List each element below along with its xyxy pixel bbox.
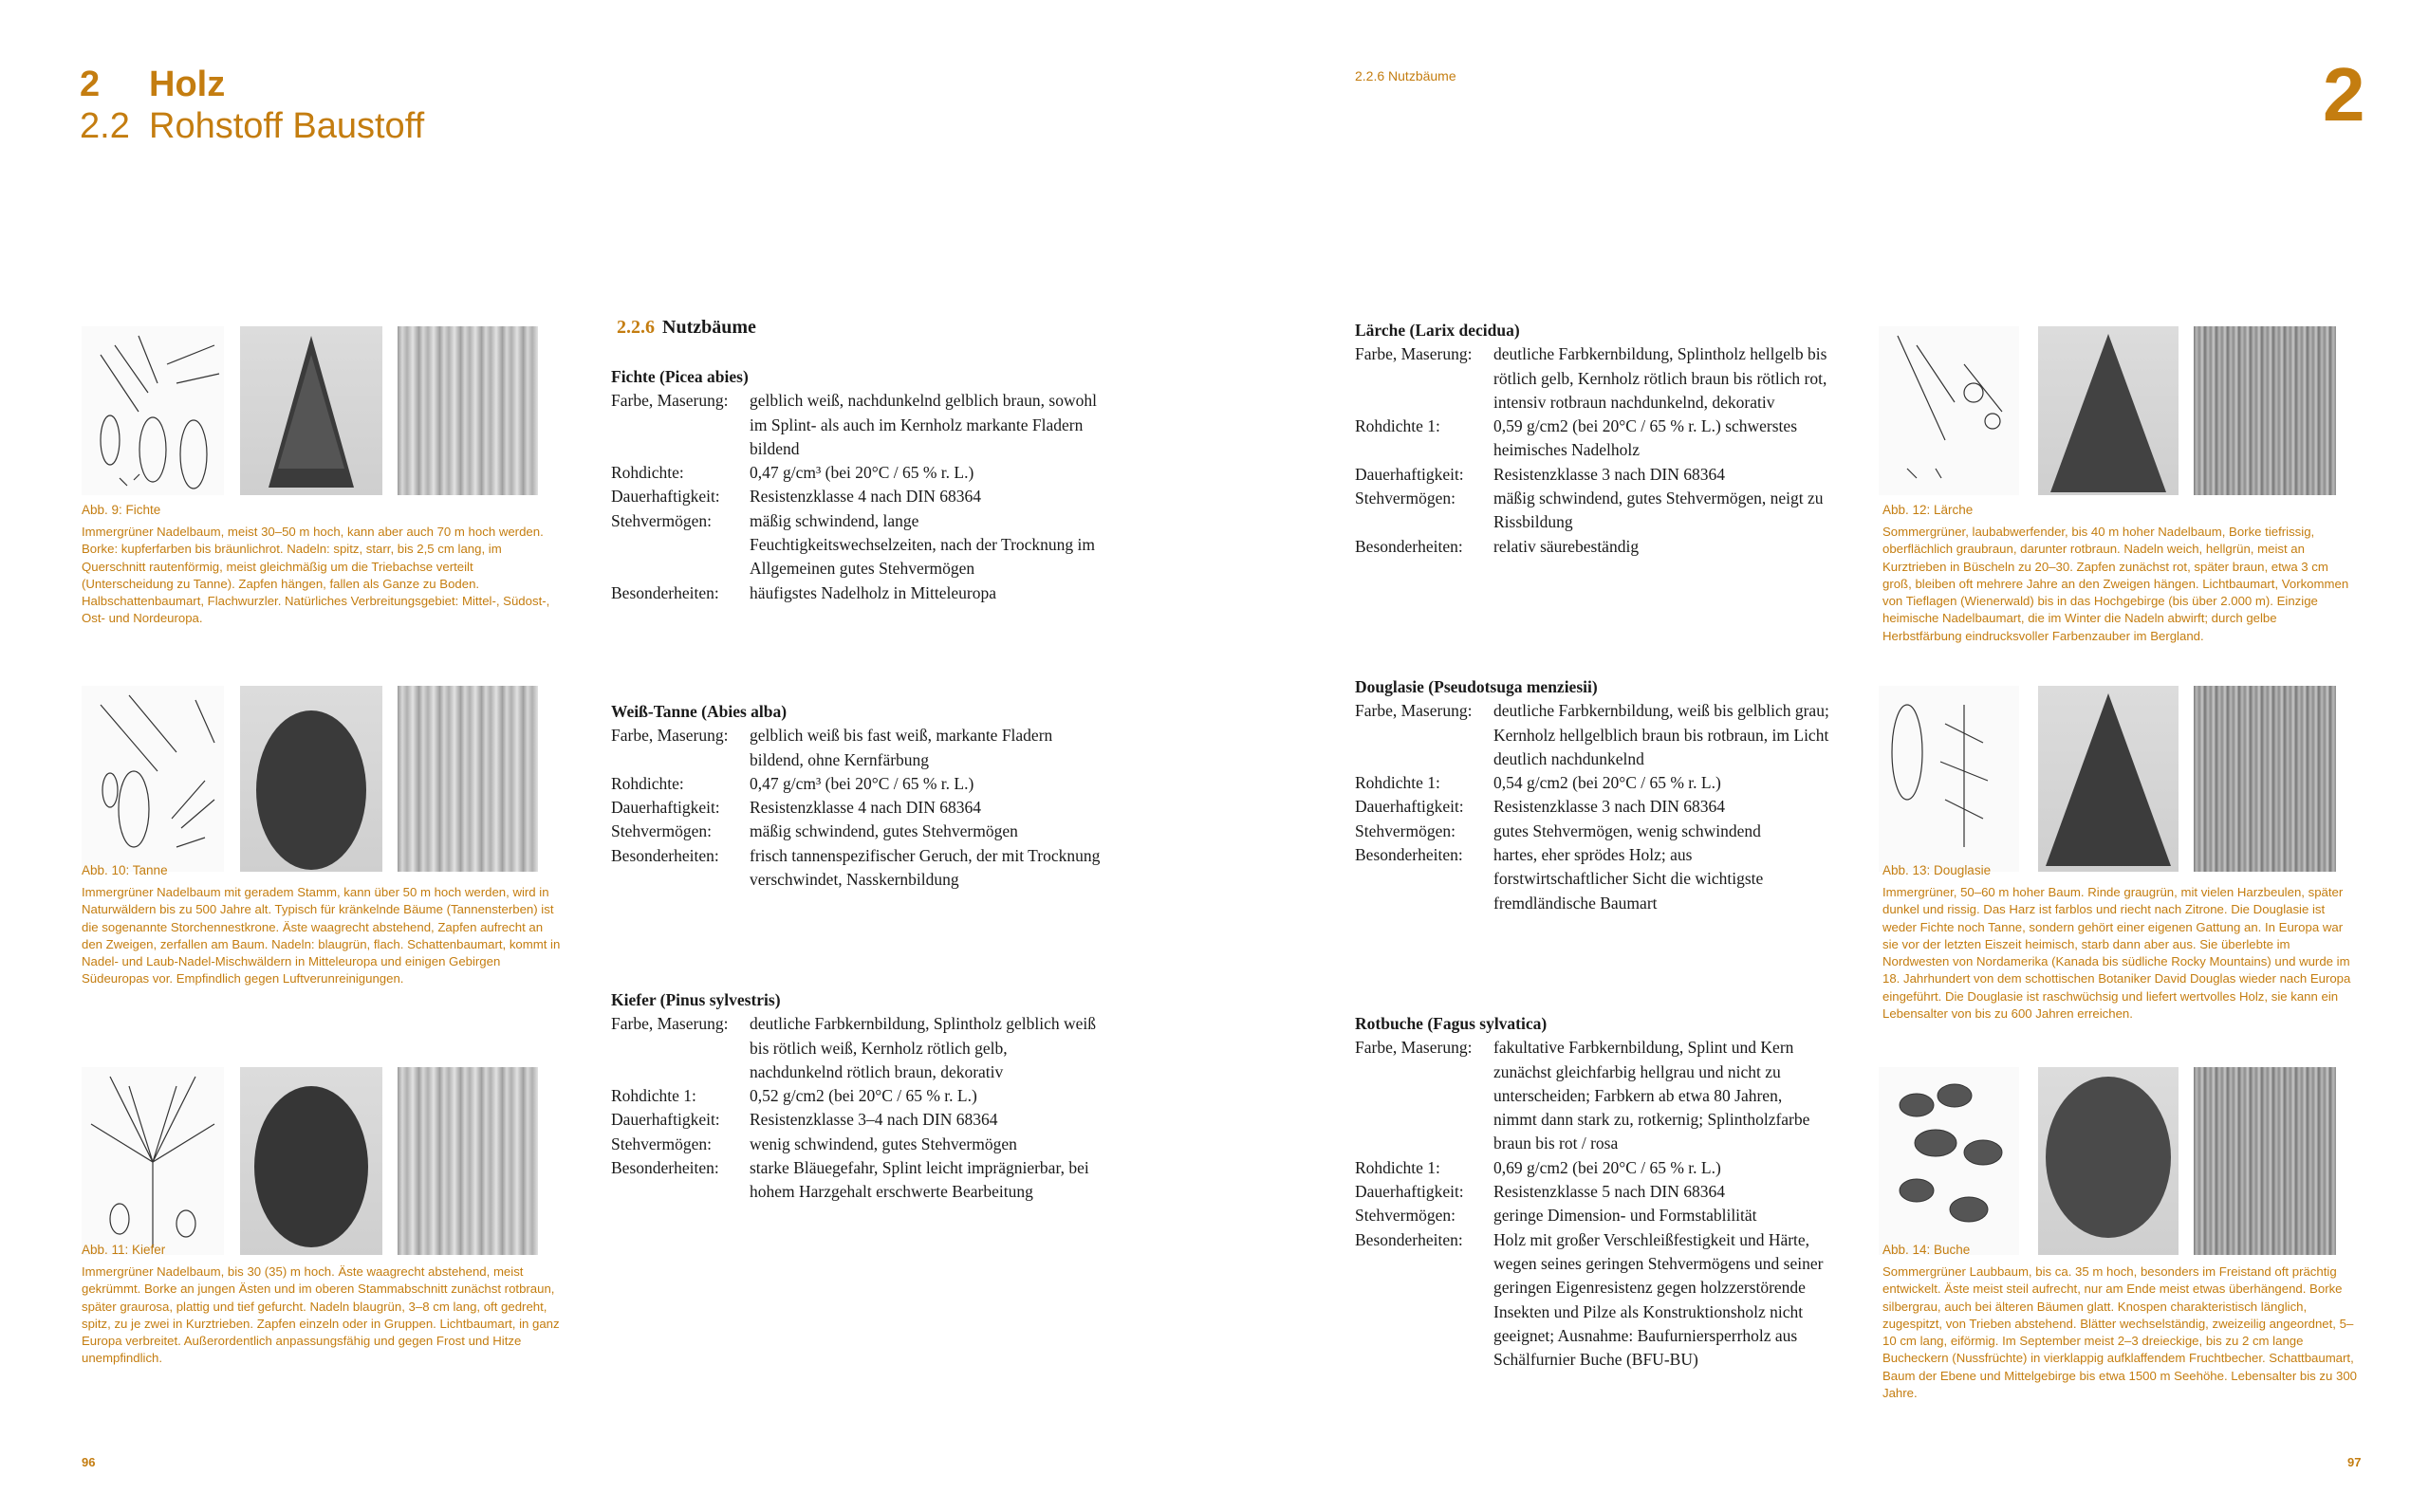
- property-value: relativ säurebeständig: [1493, 536, 1640, 556]
- property-key: Dauerhaftigkeit:: [611, 487, 720, 507]
- property-key: Besonderheiten:: [611, 582, 719, 602]
- laerche-botanical-illustration: [1879, 326, 2019, 495]
- property-row: [611, 820, 1104, 843]
- property-row: [611, 1012, 1104, 1084]
- douglasie-tree-photo: [2038, 686, 2179, 872]
- property-key: Farbe, Maserung:: [1355, 344, 1473, 364]
- property-key: Besonderheiten:: [1355, 1229, 1463, 1249]
- property-row: [611, 772, 1104, 796]
- property-value: Resistenzklasse 3 nach DIN 68364: [1493, 464, 1725, 484]
- property-key: Stehvermögen:: [1355, 1206, 1456, 1226]
- property-value: 0,54 g/cm2 (bei 20°C / 65 % r. L.): [1493, 773, 1721, 793]
- figure-label: Abb. 11: Kiefer: [82, 1243, 166, 1257]
- wood-entry: [1355, 675, 1829, 915]
- property-row: [611, 1084, 1104, 1108]
- property-value: gutes Stehvermögen, wenig schwindend: [1493, 821, 1761, 840]
- wood-entry-title: Douglasie (Pseudotsuga menziesii): [1355, 677, 1598, 696]
- figure-label: Abb. 13: Douglasie: [1882, 863, 1992, 877]
- property-value: Resistenzklasse 3 nach DIN 68364: [1493, 797, 1725, 817]
- property-row: [1355, 699, 1829, 771]
- property-row: [1355, 342, 1829, 415]
- property-value: 0,47 g/cm³ (bei 20°C / 65 % r. L.): [750, 463, 974, 483]
- property-row: [1355, 535, 1829, 559]
- property-key: Besonderheiten:: [1355, 845, 1463, 865]
- figure-caption: Immergrüner Nadelbaum, bis 30 (35) m hoch. Äste waagrecht abstehend, meist gekrümmt. Borke an jungen Ästen und im oberen Stammabschnitt zunächst rotbraun, später graurosa, plattig und tief gefurcht. Nadeln blaugrün, 3–8 cm lang, oft gedreht, spitz, zu je zwei in Kurztrieben. Zapfen einzeln oder in Gruppen. Lichtbaumart, in ganz Europa verbreitet. Außerordentlich anpassungsfähig und gegen Frost und Hitze unempfindlich.: [82, 1264, 560, 1366]
- figure-label: Abb. 9: Fichte: [82, 503, 161, 517]
- property-key: Dauerhaftigkeit:: [611, 1110, 720, 1130]
- property-key: Rohdichte 1:: [1355, 773, 1440, 793]
- wood-properties-table: [611, 724, 1104, 892]
- chapter-title: Holz: [149, 65, 226, 104]
- fichte-botanical-illustration: [82, 326, 224, 495]
- running-head: 2.2.6 Nutzbäume: [1355, 68, 1456, 83]
- page-number-right: 97: [2347, 1455, 2362, 1469]
- wood-entry-title: Weiß-Tanne (Abies alba): [611, 702, 788, 721]
- wood-entry: [1355, 319, 1829, 559]
- property-key: Dauerhaftigkeit:: [1355, 1182, 1464, 1202]
- figure-label: Abb. 10: Tanne: [82, 863, 168, 877]
- property-row: [611, 1156, 1104, 1205]
- subsection-title: Nutzbäume: [662, 317, 756, 338]
- property-key: Stehvermögen:: [1355, 489, 1456, 508]
- property-value: frisch tannenspezifischer Geruch, der mit Trocknung verschwindet, Nasskernbildung: [750, 845, 1101, 890]
- wood-properties-table: [1355, 342, 1829, 559]
- wood-properties-table: [1355, 1036, 1829, 1372]
- property-row: [611, 581, 1104, 605]
- wood-entry: [611, 988, 1104, 1205]
- property-key: Dauerhaftigkeit:: [611, 798, 720, 818]
- douglasie-botanical-illustration: [1879, 686, 2019, 872]
- property-row: [1355, 415, 1829, 463]
- property-value: deutliche Farbkernbildung, Splintholz gelblich weiß bis rötlich weiß, Kernholz rötlich gelb, nachdunkelnd rötlich braun, dekorativ: [750, 1014, 1096, 1081]
- property-row: [611, 1133, 1104, 1156]
- figure-label: Abb. 14: Buche: [1882, 1243, 1971, 1257]
- property-row: [1355, 1036, 1829, 1155]
- subsection-number: 2.2.6: [617, 317, 655, 338]
- property-value: deutliche Farbkernbildung, Splintholz hellgelb bis rötlich gelb, Kernholz rötlich braun bis rötlich rot, intensiv rotbraun nachdunkelnd, dekorativ: [1493, 344, 1827, 412]
- wood-entry-title: Rotbuche (Fagus sylvatica): [1355, 1014, 1548, 1033]
- property-row: [1355, 1180, 1829, 1204]
- property-key: Farbe, Maserung:: [611, 1014, 729, 1034]
- property-value: 0,69 g/cm2 (bei 20°C / 65 % r. L.): [1493, 1157, 1721, 1177]
- property-value: 0,52 g/cm2 (bei 20°C / 65 % r. L.): [750, 1086, 977, 1106]
- figure-caption: Immergrüner Nadelbaum mit geradem Stamm, kann über 50 m hoch werden, wird in Naturwäldern bis zu 500 Jahre alt. Typisch für kränkelnde Bäume (Tannensterben) ist die sogenannte Storchennestkrone. Äste waagrecht abstehend, Zapfen aufrecht an den Zweigen, zerfallen am Baum. Nadeln: blaugrün, flach. Schattenbaumart, kommt in Nadel- und Laub-Nadel-Mischwäldern in Mitteleuropa und einigen Gebirgen Südeuropas vor. Empfindlich gegen Luftverunreinigungen.: [82, 885, 561, 986]
- property-value: 0,47 g/cm³ (bei 20°C / 65 % r. L.): [750, 773, 974, 793]
- wood-properties-table: [1355, 699, 1829, 915]
- property-value: deutliche Farbkernbildung, weiß bis gelblich grau; Kernholz hellgelblich braun bis rotbraun, im Licht deutlich nachdunkelnd: [1493, 701, 1829, 768]
- property-key: Rohdichte:: [611, 463, 684, 483]
- fichte-tree-photo: [240, 326, 382, 495]
- figure-caption: Immergrüner Nadelbaum, meist 30–50 m hoch, kann aber auch 70 m hoch werden. Borke: kupferfarben bis bräunlichrot. Nadeln: spitz, starr, bis 2,5 cm lang, im Querschnitt rautenförmig, meist gleichmäßig um die Triebachse verteilt (Unterscheidung zu Tanne). Zapfen hängen, fallen als Ganze zu Boden. Halbschattenbaumart, Flachwurzler. Natürliches Verbreitungsgebiet: Mittel-, Südost-, Ost- und Nordeuropa.: [82, 525, 550, 626]
- property-row: [611, 461, 1104, 485]
- buche-wood-grain: [2194, 1067, 2336, 1255]
- property-value: geringe Dimension- und Formstablilität: [1493, 1206, 1757, 1226]
- property-value: gelblich weiß, nachdunkelnd gelblich braun, sowohl im Splint- als auch im Kernholz markante Fladern bildend: [750, 391, 1097, 458]
- property-key: Rohdichte:: [611, 773, 684, 793]
- property-key: Rohdichte 1:: [1355, 416, 1440, 436]
- property-value: mäßig schwindend, gutes Stehvermögen, neigt zu Rissbildung: [1493, 489, 1824, 532]
- property-row: [1355, 1204, 1829, 1227]
- property-key: Stehvermögen:: [611, 821, 712, 841]
- chapter-number: 2: [80, 65, 101, 104]
- property-key: Besonderheiten:: [1355, 536, 1463, 556]
- chapter-marker: 2: [2323, 52, 2365, 137]
- kiefer-tree-photo: [240, 1067, 382, 1255]
- laerche-wood-grain: [2194, 326, 2336, 495]
- property-row: [611, 509, 1104, 581]
- wood-properties-table: [611, 1012, 1104, 1204]
- tanne-tree-photo: [240, 686, 382, 872]
- property-key: Stehvermögen:: [611, 510, 712, 530]
- figure-caption: Sommergrüner Laubbaum, bis ca. 35 m hoch, besonders im Freistand oft prächtig entwickelt. Äste meist steil aufrecht, nur am Ende meist etwas überhängend. Borke silbergrau, auch bei älteren Bäumen glatt. Knospen charakteristisch länglich, zugespitzt, von Trieben abstehend. Blätter wechselständig, zweizeilig angeordnet, 5–10 cm lang, eiförmig. Im September meist 2–3 dreieckige, bis zu 2 cm lange Bucheckern (Nussfrüchte) in vierklappig aufklaffendem Fruchtbecher. Schattbaumart, Baum der Ebene und Mittelgebirge bis etwa 1500 m Seehöhe. Lebensalter bis zu 300 Jahre.: [1882, 1264, 2357, 1401]
- kiefer-botanical-illustration: [82, 1067, 224, 1255]
- property-value: fakultative Farbkernbildung, Splint und Kern zunächst gleichfarbig hellgrau und nicht zu unterscheiden; Farbkern ab etwa 80 Jahren, nimmt dann stark zu, rotkernig; Splintholzfarbe braun bis rot / rosa: [1493, 1038, 1810, 1153]
- property-row: [1355, 487, 1829, 535]
- property-row: [1355, 771, 1829, 795]
- property-value: mäßig schwindend, lange Feuchtigkeitswechselzeiten, nach der Trocknung im Allgemeinen gutes Stehvermögen: [750, 510, 1096, 579]
- property-key: Farbe, Maserung:: [1355, 1038, 1473, 1058]
- property-key: Besonderheiten:: [611, 845, 719, 865]
- property-row: [611, 389, 1104, 461]
- tanne-wood-grain: [398, 686, 538, 872]
- kiefer-wood-grain: [398, 1067, 538, 1255]
- buche-botanical-illustration: [1879, 1067, 2019, 1255]
- subsection-heading: [617, 317, 756, 339]
- property-value: mäßig schwindend, gutes Stehvermögen: [750, 821, 1018, 841]
- douglasie-wood-grain: [2194, 686, 2336, 872]
- property-value: Resistenzklasse 5 nach DIN 68364: [1493, 1182, 1725, 1202]
- property-value: 0,59 g/cm2 (bei 20°C / 65 % r. L.) schwerstes heimisches Nadelholz: [1493, 416, 1797, 460]
- property-value: gelblich weiß bis fast weiß, markante Fladern bildend, ohne Kernfärbung: [750, 726, 1053, 769]
- property-row: [1355, 1228, 1829, 1373]
- wood-entry: [1355, 1012, 1829, 1372]
- property-row: [611, 844, 1104, 893]
- property-key: Dauerhaftigkeit:: [1355, 797, 1464, 817]
- property-row: [1355, 795, 1829, 819]
- property-value: häufigstes Nadelholz in Mitteleuropa: [750, 582, 996, 602]
- tanne-botanical-illustration: [82, 686, 224, 872]
- property-key: Besonderheiten:: [611, 1158, 719, 1178]
- figure-caption: Sommergrüner, laubabwerfender, bis 40 m hoher Nadelbaum, Borke tiefrissig, oberflächlich graubraun, darunter rotbraun. Nadeln weich, hellgrün, meist an Kurztrieben in Büscheln zu 20–30. Zapfen zunächst rot, später braun, etwa 3 cm groß, bleiben oft mehrere Jahre an den Zweigen hängen. Lichtbaumart, Vorkommen von Tieflagen (Wienerwald) bis in das Hochgebirge (bis über 2.000 m). Einzige heimische Nadelbaumart, die im Winter die Nadeln abwirft; durch gelbe Herbstfärbung eindrucksvoller Farbenzauber im Bergland.: [1882, 525, 2349, 643]
- page-number-left: 96: [82, 1455, 96, 1469]
- property-key: Stehvermögen:: [611, 1134, 712, 1153]
- property-value: wenig schwindend, gutes Stehvermögen: [750, 1134, 1017, 1153]
- wood-entry-title: Lärche (Larix decidua): [1355, 321, 1520, 340]
- wood-entry-title: Fichte (Picea abies): [611, 367, 749, 386]
- property-row: [611, 796, 1104, 820]
- property-key: Farbe, Maserung:: [611, 726, 729, 746]
- figure-caption: Immergrüner, 50–60 m hoher Baum. Rinde graugrün, mit vielen Harzbeulen, später dunkel und rissig. Das Harz ist farblos und riecht nach Zitrone. Die Douglasie ist weder Fichte noch Tanne, sondern gehört einer eigenen Gattung an. In Europa war sie vor der letzten Eiszeit heimisch, starb dann aber aus. Sie überlebte im Nordwesten von Nordamerika (Kanada bis südliche Rocky Mountains) und wurde im 18. Jahrhundert von dem schottischen Botaniker David Douglas wieder nach Europa eingeführt. Die Douglasie ist raschwüchsig und liefert wertvolles Holz, sie kann ein Lebensalter von bis zu 600 Jahren erreichen.: [1882, 885, 2351, 1022]
- property-key: Rohdichte 1:: [611, 1086, 696, 1106]
- wood-entry: [611, 365, 1104, 605]
- property-row: [1355, 843, 1829, 915]
- property-value: Resistenzklasse 4 nach DIN 68364: [750, 798, 981, 818]
- property-value: hartes, eher sprödes Holz; aus forstwirtschaftlicher Sicht die wichtigste fremdländische Baumart: [1493, 845, 1764, 913]
- property-value: Resistenzklasse 4 nach DIN 68364: [750, 487, 981, 507]
- property-key: Farbe, Maserung:: [1355, 701, 1473, 721]
- property-value: Holz mit großer Verschleißfestigkeit und Härte, wegen seines geringen Stehvermögens und seiner geringen Eigenresistenz gegen holzzerstörende Insekten und Pilze als Konstruktionsholz nicht geeignet; Ausnahme: Baufurniersperrholz aus Schälfurnier Buche (BFU-BU): [1493, 1229, 1824, 1370]
- wood-entry: [611, 700, 1104, 892]
- property-row: [1355, 1156, 1829, 1180]
- section-number: 2.2: [80, 106, 130, 146]
- property-row: [611, 485, 1104, 508]
- section-title: Rohstoff Baustoff: [149, 106, 425, 146]
- property-key: Stehvermögen:: [1355, 821, 1456, 840]
- wood-entry-title: Kiefer (Pinus sylvestris): [611, 990, 781, 1009]
- property-key: Rohdichte 1:: [1355, 1157, 1440, 1177]
- fichte-wood-grain: [398, 326, 538, 495]
- property-value: Resistenzklasse 3–4 nach DIN 68364: [750, 1110, 998, 1130]
- property-row: [611, 724, 1104, 772]
- property-key: Farbe, Maserung:: [611, 391, 729, 411]
- figure-label: Abb. 12: Lärche: [1882, 503, 1974, 517]
- buche-tree-photo: [2038, 1067, 2179, 1255]
- property-row: [1355, 820, 1829, 843]
- property-row: [611, 1108, 1104, 1132]
- wood-properties-table: [611, 389, 1104, 605]
- property-key: Dauerhaftigkeit:: [1355, 464, 1464, 484]
- property-row: [1355, 463, 1829, 487]
- laerche-tree-photo: [2038, 326, 2179, 495]
- property-value: starke Bläuegefahr, Splint leicht imprägnierbar, bei hohem Harzgehalt erschwerte Bearbeitung: [750, 1158, 1089, 1202]
